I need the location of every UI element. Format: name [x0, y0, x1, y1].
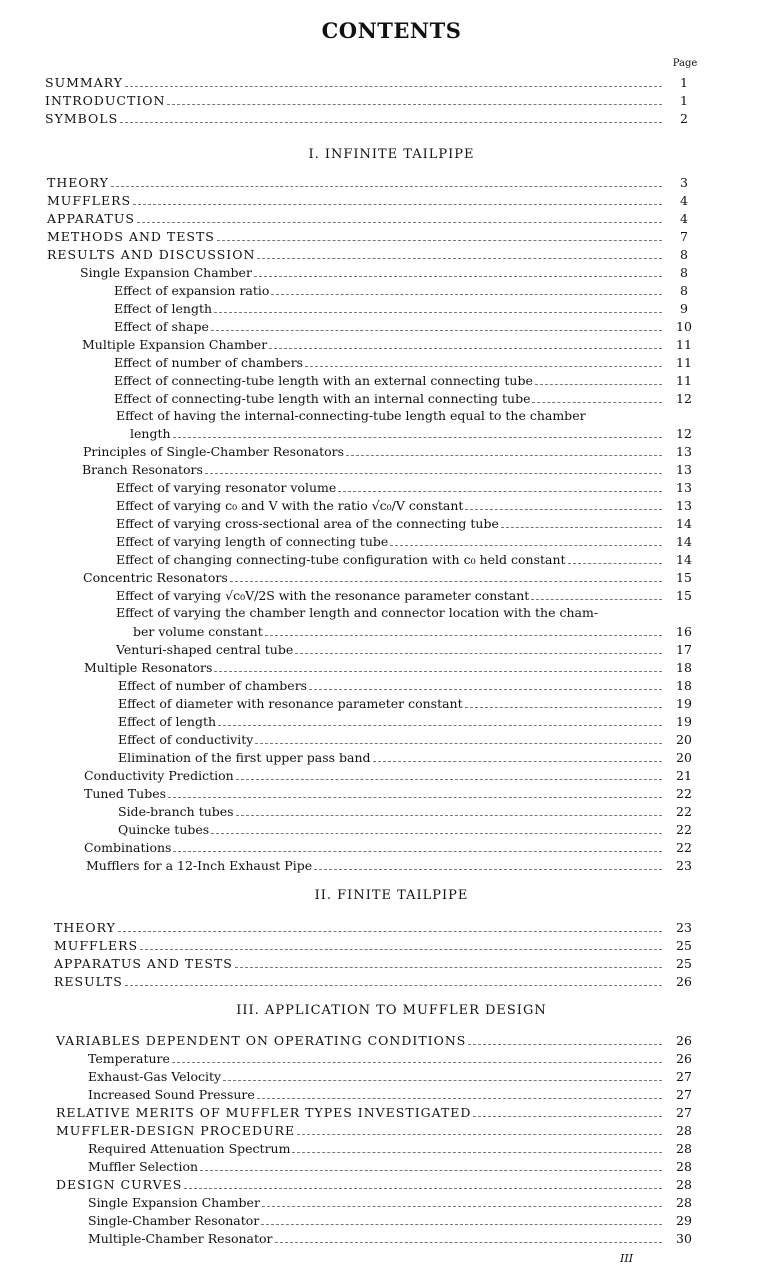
dot-leader: [535, 384, 662, 385]
toc-entry: [84, 786, 702, 802]
toc-entry-title: RESULTS: [54, 974, 123, 989]
toc-entry-page: 28: [676, 1195, 692, 1210]
toc-entry-page: 19: [676, 696, 692, 711]
toc-entry: [88, 1051, 702, 1067]
dot-leader: [235, 967, 662, 968]
toc-entry-page: 23: [676, 858, 692, 873]
toc-entry: [88, 1141, 702, 1157]
toc-entry: [82, 462, 702, 478]
toc-entry-page: 22: [676, 822, 692, 837]
dot-leader: [255, 743, 662, 744]
toc-entry-page: 11: [676, 373, 692, 388]
toc-entry: [47, 229, 702, 245]
dot-leader: [137, 222, 662, 223]
toc-entry-page: 28: [676, 1123, 692, 1138]
dot-leader: [200, 1170, 662, 1171]
dot-leader: [125, 86, 662, 87]
toc-entry-page: 17: [676, 642, 692, 657]
toc-entry-title: THEORY: [47, 175, 109, 190]
toc-entry-title: Effect of connecting-tube length with an internal connecting tube: [114, 391, 531, 406]
toc-entry-title: Venturi-shaped central tube: [116, 642, 294, 657]
toc-entry: [47, 247, 702, 263]
dot-leader: [269, 348, 662, 349]
toc-entry-page: 29: [676, 1213, 692, 1228]
dot-leader: [262, 1206, 662, 1207]
toc-entry-title: Multiple Expansion Chamber: [82, 337, 268, 352]
toc-entry: [88, 1069, 702, 1085]
toc-entry-page: 7: [680, 229, 688, 244]
toc-entry-title: INTRODUCTION: [45, 93, 166, 108]
toc-entry-page: 25: [676, 956, 692, 971]
toc-entry: [88, 1159, 702, 1175]
toc-entry: [54, 956, 702, 972]
toc-entry-title: ber volume constant: [133, 624, 263, 639]
toc-entry-title: Required Attenuation Spectrum: [88, 1141, 291, 1156]
toc-entry: [118, 678, 702, 694]
toc-entry-page: 16: [676, 624, 692, 639]
toc-entry-title: RELATIVE MERITS OF MUFFLER TYPES INVESTIGATED: [56, 1105, 472, 1120]
toc-entry: [88, 1087, 702, 1103]
toc-entry: [45, 75, 702, 91]
toc-entry-page: 11: [676, 355, 692, 370]
toc-entry-page: 15: [676, 588, 692, 603]
toc-entry: [116, 480, 702, 496]
toc-entry-page: 13: [676, 480, 692, 495]
dot-leader: [501, 527, 662, 528]
toc-entry: [118, 696, 702, 712]
toc-entry-title: Single-Chamber Resonator: [88, 1213, 260, 1228]
toc-entry: [118, 750, 702, 766]
toc-entry-title: Effect of number of chambers: [118, 678, 308, 693]
toc-entry: [116, 642, 702, 658]
toc-entry-title: Muffler Selection: [88, 1159, 199, 1174]
toc-entry: [116, 552, 702, 568]
dot-leader: [211, 330, 662, 331]
toc-entry-page: 8: [680, 265, 688, 280]
toc-entry: [84, 768, 702, 784]
dot-leader: [140, 949, 662, 950]
toc-entry: [118, 714, 702, 730]
toc-entry-title: Effect of varying cross-sectional area of the connecting tube: [116, 516, 499, 531]
dot-leader: [295, 653, 662, 654]
toc-entry-page: 12: [676, 391, 692, 406]
toc-entry: [56, 1177, 702, 1193]
toc-entry-title: Effect of varying resonator volume: [116, 480, 337, 495]
toc-entry-title: DESIGN CURVES: [56, 1177, 183, 1192]
dot-leader: [168, 797, 662, 798]
toc-entry-page: 25: [676, 938, 692, 953]
toc-entry-page: 15: [676, 570, 692, 585]
toc-entry-title: APPARATUS: [47, 211, 135, 226]
toc-entry-title: Effect of length: [118, 714, 217, 729]
toc-entry-page: 20: [676, 732, 692, 747]
toc-entry-title: Concentric Resonators: [83, 570, 228, 585]
toc-entry: [47, 175, 702, 191]
dot-leader: [275, 1242, 662, 1243]
toc-entry-page: 3: [680, 175, 688, 190]
dot-leader: [390, 545, 662, 546]
toc-entry-page: 1: [680, 93, 688, 108]
toc-entry-page: 21: [676, 768, 692, 783]
toc-entry-page: 4: [680, 193, 688, 208]
toc-entry: [88, 1231, 702, 1247]
toc-entry-title: RESULTS AND DISCUSSION: [47, 247, 256, 262]
toc-entry: [114, 283, 702, 299]
dot-leader: [468, 1044, 662, 1045]
toc-continuation-line: Effect of varying the chamber length and connector location with the cham-: [116, 605, 599, 620]
toc-entry: [133, 624, 702, 640]
toc-entry-title: SUMMARY: [45, 75, 124, 90]
toc-entry-page: 26: [676, 1033, 692, 1048]
toc-entry-page: 28: [676, 1159, 692, 1174]
toc-entry: [56, 1105, 702, 1121]
dot-leader: [133, 204, 662, 205]
toc-entry-page: 10: [676, 319, 692, 334]
toc-entry-page: 13: [676, 462, 692, 477]
dot-leader: [236, 779, 662, 780]
toc-entry: [80, 265, 702, 281]
toc-entry: [56, 1033, 702, 1049]
toc-entry-page: 12: [676, 426, 692, 441]
toc-entry-page: 26: [676, 974, 692, 989]
toc-entry: [56, 1123, 702, 1139]
toc-entry-page: 26: [676, 1051, 692, 1066]
toc-entry-page: 20: [676, 750, 692, 765]
dot-leader: [271, 294, 662, 295]
toc-entry: [88, 1213, 702, 1229]
toc-entry: [47, 211, 702, 227]
toc-entry-page: 19: [676, 714, 692, 729]
toc-entry-page: 2: [680, 111, 688, 126]
dot-leader: [118, 931, 662, 932]
toc-entry-page: 11: [676, 337, 692, 352]
toc-entry-page: 4: [680, 211, 688, 226]
toc-entry-title: MUFFLERS: [47, 193, 132, 208]
toc-continuation-line: Effect of having the internal-connecting-tube length equal to the chamber: [116, 408, 586, 423]
dot-leader: [230, 581, 662, 582]
toc-entry-page: 27: [676, 1069, 692, 1084]
toc-entry: [54, 920, 702, 936]
page-column-header: Page: [672, 58, 698, 69]
toc-entry-page: 22: [676, 840, 692, 855]
toc-entry: [86, 858, 702, 874]
toc-entry-title: MUFFLERS: [54, 938, 139, 953]
toc-entry-title: Multiple-Chamber Resonator: [88, 1231, 273, 1246]
toc-entry-title: APPARATUS AND TESTS: [54, 956, 233, 971]
toc-entry-title: Single Expansion Chamber: [88, 1195, 260, 1210]
dot-leader: [373, 761, 662, 762]
toc-entry-page: 28: [676, 1177, 692, 1192]
toc-entry: [118, 822, 702, 838]
toc-entry-page: 23: [676, 920, 692, 935]
toc-entry-title: SYMBOLS: [45, 111, 119, 126]
toc-entry-page: 13: [676, 444, 692, 459]
dot-leader: [223, 1080, 662, 1081]
dot-leader: [346, 455, 662, 456]
toc-entry: [118, 732, 702, 748]
toc-entry: [88, 1195, 702, 1211]
dot-leader: [173, 851, 662, 852]
dot-leader: [218, 725, 662, 726]
toc-entry-title: Effect of connecting-tube length with an external connecting tube: [114, 373, 533, 388]
dot-leader: [257, 258, 662, 259]
toc-entry-page: 28: [676, 1141, 692, 1156]
toc-entry-page: 18: [676, 678, 692, 693]
toc-entry-title: MUFFLER-DESIGN PROCEDURE: [56, 1123, 296, 1138]
toc-entry-page: 8: [680, 283, 688, 298]
toc-entry: [116, 498, 702, 514]
toc-entry: [114, 373, 702, 389]
toc-entry: [116, 534, 702, 550]
page-folio: III: [620, 1252, 634, 1265]
dot-leader: [173, 437, 662, 438]
toc-entry: [114, 355, 702, 371]
dot-leader: [292, 1152, 662, 1153]
toc-entry-title: Principles of Single-Chamber Resonators: [83, 444, 345, 459]
toc-entry-title: Tuned Tubes: [84, 786, 167, 801]
toc-entry-title: Increased Sound Pressure: [88, 1087, 255, 1102]
toc-entry: [45, 93, 702, 109]
toc-entry-title: Effect of length: [114, 301, 213, 316]
toc-entry-title: Mufflers for a 12-Inch Exhaust Pipe: [86, 858, 313, 873]
toc-entry-title: Effect of changing connecting-tube configuration with c₀ held constant: [116, 552, 566, 567]
dot-leader: [305, 366, 662, 367]
toc-entry: [83, 444, 702, 460]
toc-entry-page: 14: [676, 516, 692, 531]
toc-entry-title: Multiple Resonators: [84, 660, 213, 675]
toc-entry: [82, 337, 702, 353]
toc-entry-page: 14: [676, 534, 692, 549]
toc-entry: [45, 111, 702, 127]
toc-entry: [116, 588, 702, 604]
toc-entry: [84, 660, 702, 676]
toc-entry-page: 30: [676, 1231, 692, 1246]
toc-entry: [47, 193, 702, 209]
toc-entry: [54, 938, 702, 954]
toc-entry-title: Effect of varying c₀ and V with the ratio √c₀/V constant: [116, 498, 464, 513]
toc-entry-title: Effect of number of chambers: [114, 355, 304, 370]
toc-entry-title: VARIABLES DEPENDENT ON OPERATING CONDITIONS: [56, 1033, 467, 1048]
dot-leader: [465, 509, 662, 510]
toc-entry-page: 22: [676, 804, 692, 819]
toc-entry: [54, 974, 702, 990]
dot-leader: [214, 671, 662, 672]
toc-entry-title: Exhaust-Gas Velocity: [88, 1069, 222, 1084]
toc-entry-page: 13: [676, 498, 692, 513]
toc-entry: [130, 426, 702, 442]
dot-leader: [297, 1134, 662, 1135]
toc-entry-title: Branch Resonators: [82, 462, 203, 477]
section-heading-finite-tailpipe: II. FINITE TAILPIPE: [314, 888, 469, 903]
dot-leader: [217, 240, 662, 241]
dot-leader: [254, 276, 662, 277]
toc-entry: [83, 570, 702, 586]
dot-leader: [184, 1188, 662, 1189]
dot-leader: [531, 599, 662, 600]
section-heading-application: III. APPLICATION TO MUFFLER DESIGN: [236, 1003, 547, 1018]
dot-leader: [261, 1224, 662, 1225]
dot-leader: [465, 707, 662, 708]
dot-leader: [338, 491, 662, 492]
toc-entry: [114, 319, 702, 335]
toc-entry-page: 9: [680, 301, 688, 316]
toc-entry-page: 1: [680, 75, 688, 90]
toc-entry-page: 8: [680, 247, 688, 262]
dot-leader: [167, 104, 662, 105]
toc-entry-title: Single Expansion Chamber: [80, 265, 252, 280]
toc-entry-title: Conductivity Prediction: [84, 768, 234, 783]
page-title: CONTENTS: [321, 18, 462, 43]
toc-entry-title: Effect of conductivity: [118, 732, 254, 747]
dot-leader: [125, 985, 662, 986]
dot-leader: [111, 186, 662, 187]
toc-entry-title: Effect of varying √c₀V/2S with the resonance parameter constant: [116, 588, 530, 603]
dot-leader: [265, 635, 662, 636]
toc-entry-page: 14: [676, 552, 692, 567]
toc-entry-title: THEORY: [54, 920, 116, 935]
dot-leader: [211, 833, 662, 834]
toc-entry-title: Temperature: [88, 1051, 170, 1066]
toc-entry-title: Combinations: [84, 840, 172, 855]
toc-entry-title: Quincke tubes: [118, 822, 210, 837]
toc-entry-title: Effect of varying length of connecting tube: [116, 534, 389, 549]
toc-entry-page: 27: [676, 1087, 692, 1102]
dot-leader: [214, 312, 662, 313]
toc-entry-title: Effect of diameter with resonance parameter constant: [118, 696, 463, 711]
toc-entry-page: 22: [676, 786, 692, 801]
toc-entry-title: Elimination of the first upper pass band: [118, 750, 371, 765]
toc-entry-title: METHODS AND TESTS: [47, 229, 215, 244]
dot-leader: [120, 122, 662, 123]
toc-entry: [116, 516, 702, 532]
toc-entry-title: Effect of expansion ratio: [114, 283, 270, 298]
dot-leader: [172, 1062, 662, 1063]
dot-leader: [309, 689, 662, 690]
dot-leader: [532, 402, 662, 403]
dot-leader: [257, 1098, 662, 1099]
section-heading-infinite-tailpipe: I. INFINITE TAILPIPE: [308, 147, 475, 162]
toc-entry-page: 27: [676, 1105, 692, 1120]
toc-entry: [118, 804, 702, 820]
toc-entry-title: Side-branch tubes: [118, 804, 234, 819]
toc-entry: [114, 391, 702, 407]
toc-entry: [84, 840, 702, 856]
dot-leader: [236, 815, 662, 816]
toc-entry: [114, 301, 702, 317]
toc-entry-title: Effect of shape: [114, 319, 209, 334]
dot-leader: [568, 563, 662, 564]
dot-leader: [473, 1116, 662, 1117]
dot-leader: [314, 869, 662, 870]
toc-entry-page: 18: [676, 660, 692, 675]
dot-leader: [205, 473, 662, 474]
toc-entry-title: length: [130, 426, 171, 441]
